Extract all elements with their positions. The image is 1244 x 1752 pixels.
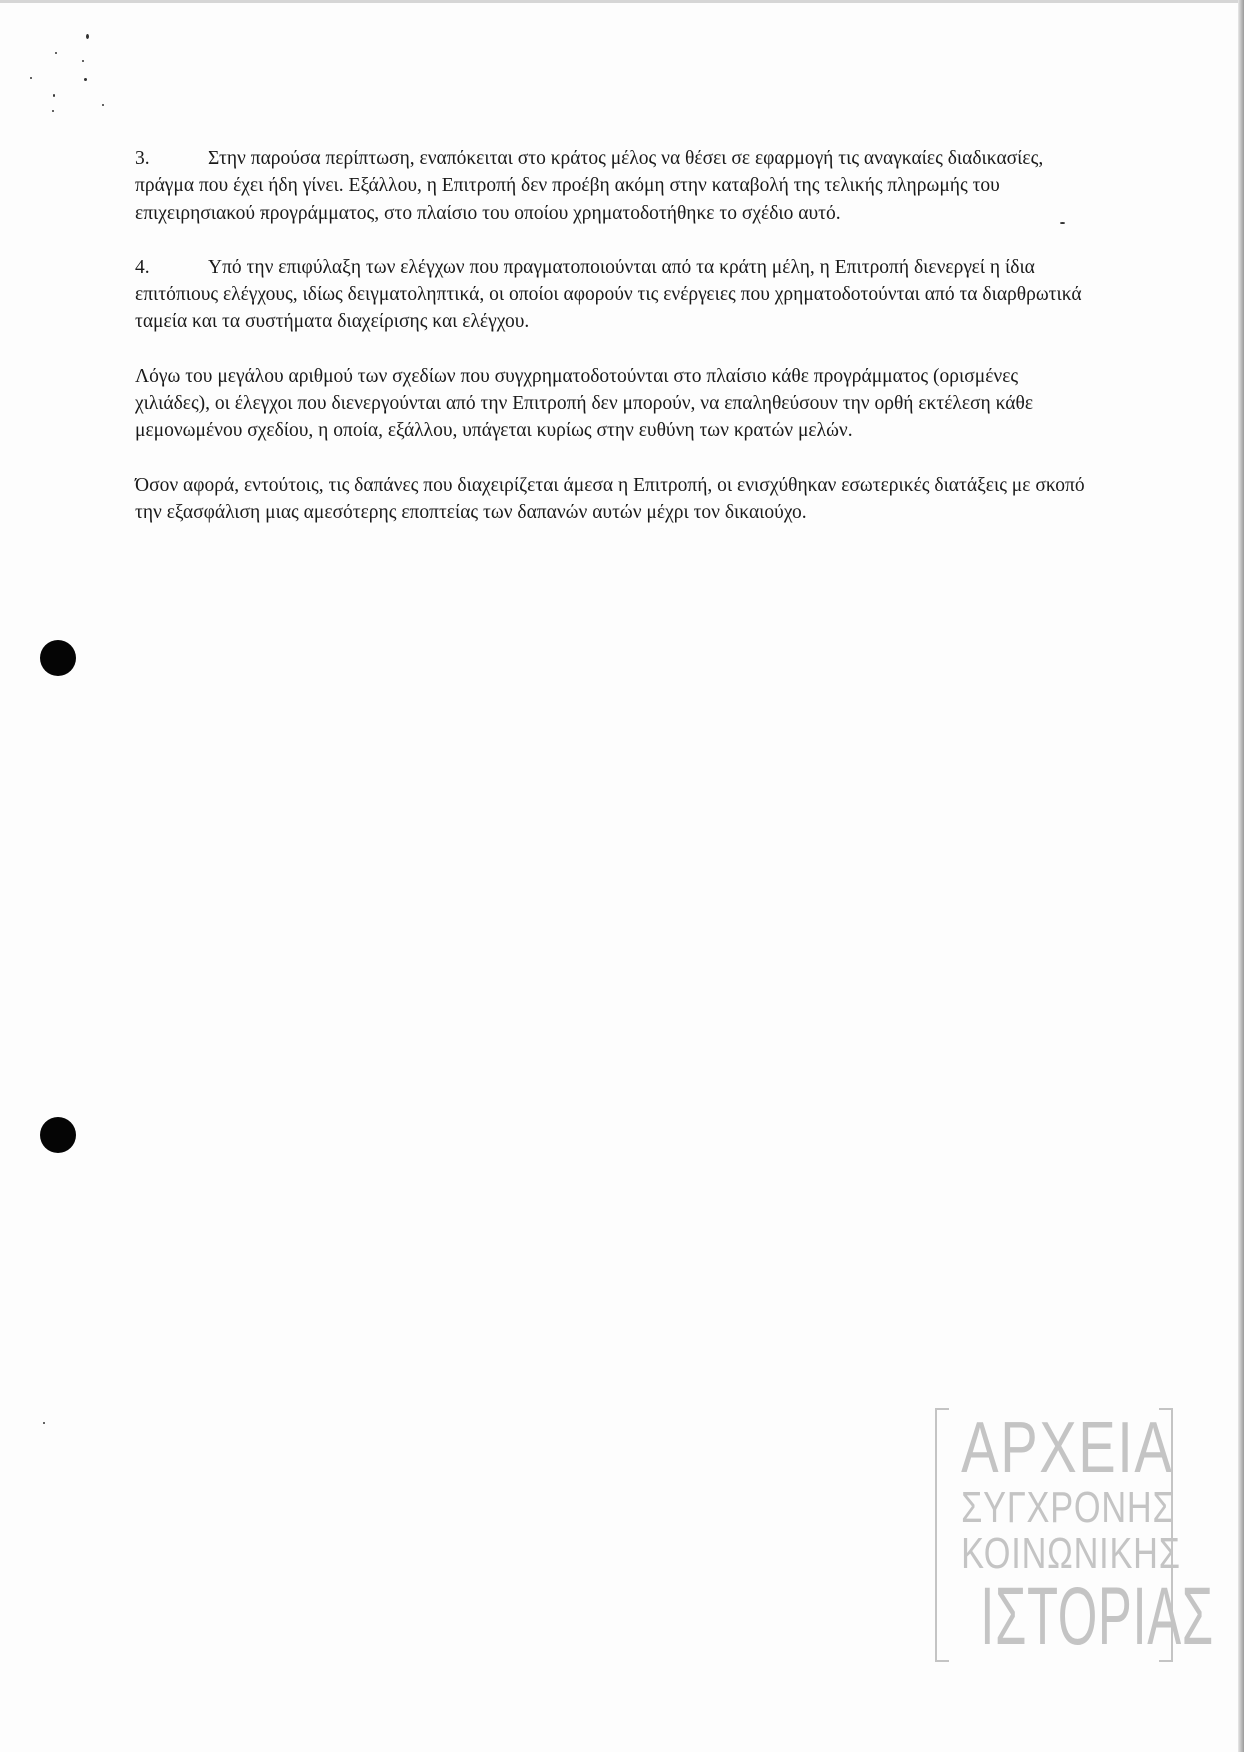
scan-speck: [30, 77, 32, 79]
scan-speck: [84, 78, 87, 81]
paragraph-text: Στην παρούσα περίπτωση, εναπόκειται στο κράτος μέλος να θέσει σε εφαρμογή τις αναγκαίες διαδικασίες, πράγμα που έχει ήδη γίνει. Εξάλλου, η Επιτροπή δεν προέβη ακόμη στην καταβολή της τελικής πληρωμής του επιχειρησιακού προγράμματος, στο πλαίσιο του οποίου χρηματοδοτήθηκε το σχέδιο αυτό.: [135, 148, 1044, 224]
scan-speck: [86, 34, 89, 39]
paragraph-continuation: [135, 363, 1095, 445]
scan-speck: [43, 1422, 45, 1424]
archive-watermark: [935, 1408, 1214, 1662]
watermark-line: ΚΟΙΝΩΝΙΚΗΣ: [961, 1529, 1181, 1578]
paragraph-text: Όσον αφορά, εντούτοις, τις δαπάνες που διαχειρίζεται άμεσα η Επιτροπή, οι ενισχύθηκαν εσωτερικές διατάξεις με σκοπό την εξασφάλιση μιας αμεσότερης εποπτείας των δαπανών αυτών μέχρι τον δικαιούχο.: [135, 474, 1085, 523]
paragraph-continuation: [135, 472, 1095, 527]
watermark-line: ΑΡΧΕΙΑ: [961, 1408, 1174, 1488]
paragraph-number: 3.: [135, 148, 150, 169]
watermark-bracket-left: [935, 1408, 949, 1662]
paragraph-3: [135, 145, 1095, 227]
scan-speck: [52, 110, 54, 112]
watermark-line: ΣΥΓΧΡΟΝΗΣ: [961, 1483, 1175, 1532]
paragraph-4: [135, 254, 1095, 336]
paragraph-text: Υπό την επιφύλαξη των ελέγχων που πραγματοποιούνται από τα κράτη μέλη, η Επιτροπή διενεργεί η ίδια επιτόπιους ελέγχους, ιδίως δειγματοληπτικά, οι οποίοι αφορούν τις ενέργειες που χρηματοδοτούνται από τα διαρθρωτικά ταμεία και τα συστήματα διαχείρισης και ελέγχου.: [135, 256, 1082, 333]
scan-speck: [102, 104, 104, 106]
punch-hole: [40, 1117, 76, 1153]
watermark-line: ΙΣΤΟΡΙΑΣ: [980, 1571, 1214, 1662]
punch-hole: [40, 640, 76, 676]
page-top-edge: [0, 0, 1244, 3]
paragraph-number: 4.: [135, 256, 150, 278]
document-body: [135, 145, 1095, 526]
scan-speck: [82, 60, 84, 62]
scan-speck: [53, 94, 55, 97]
scan-speck: [55, 52, 57, 54]
paragraph-text: Λόγω του μεγάλου αριθμού των σχεδίων που συγχρηματοδοτούνται στο πλαίσιο κάθε προγράμματος (ορισμένες χιλιάδες), οι έλεγχοι που διενεργούνται από την Επιτροπή δεν μπορούν, να επαληθεύσουν την ορθή εκτέλεση κάθε μεμονωμένου σχεδίου, η οποία, εξάλλου, υπάγεται κυρίως στην ευθύνη των κρατών μελών.: [135, 365, 1034, 442]
page-right-edge: [1238, 0, 1244, 1752]
